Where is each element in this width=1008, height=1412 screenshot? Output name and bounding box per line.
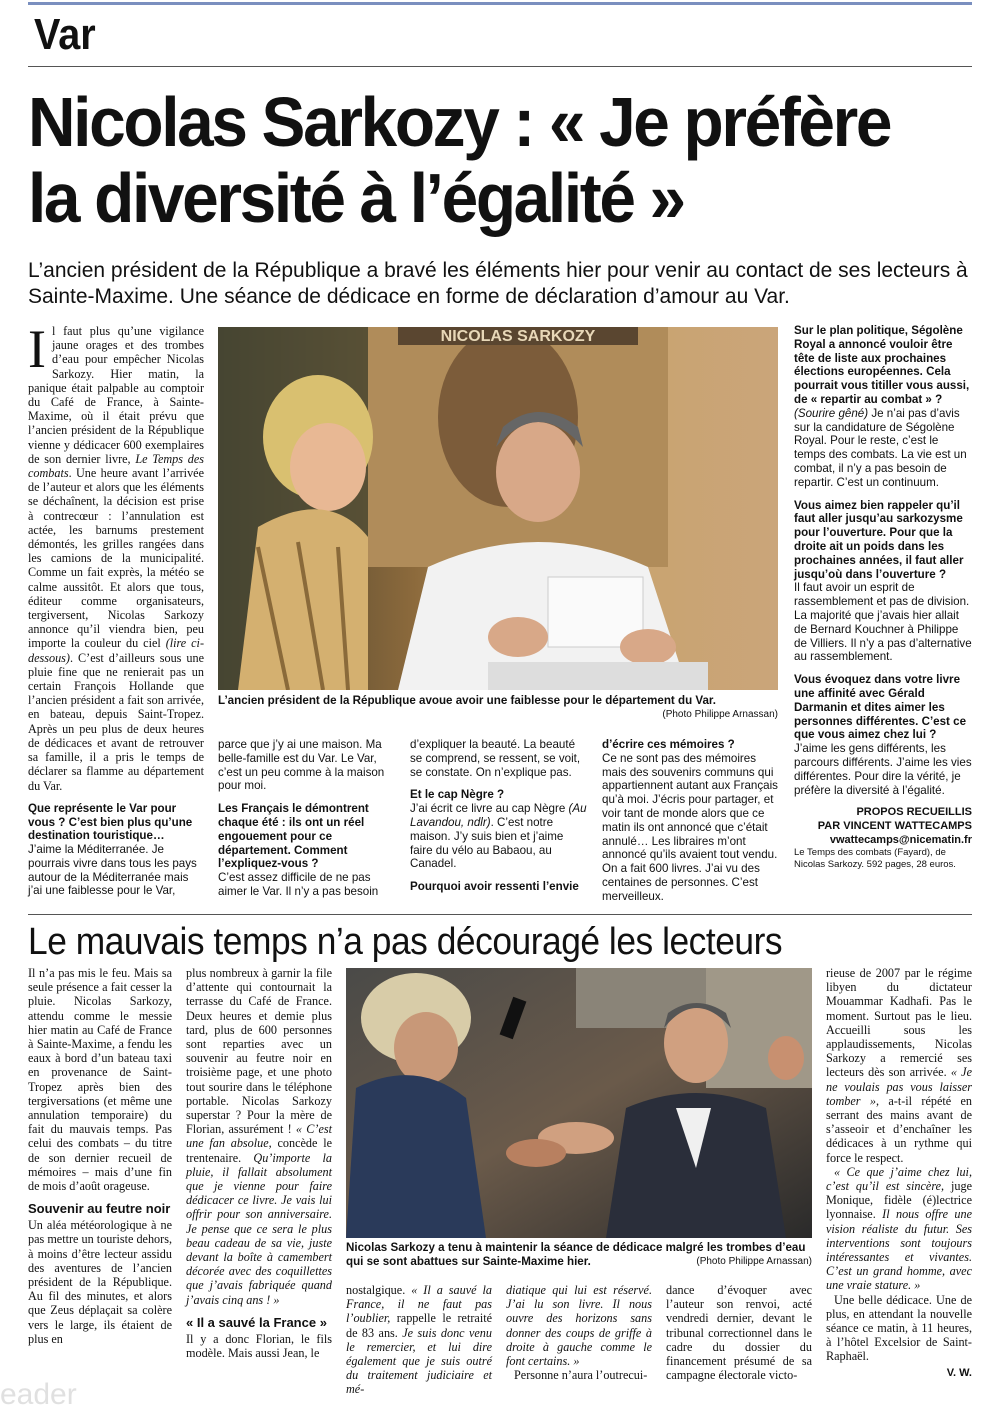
interview-column-2 <box>218 738 394 899</box>
para-9-quote: « Je ne voulais pas vous laisser tomber » <box>826 1065 972 1108</box>
answer-3-text: J’ai écrit ce livre au cap Nègre <box>410 802 569 816</box>
intertitle-sauve-la-france: « Il a sauvé la France » <box>186 1314 327 1330</box>
article2-para-6 <box>506 1283 652 1368</box>
answer-2-part-1: C’est assez difficile de ne pas aimer le Var. Il n’y a pas besoin <box>218 871 379 898</box>
answer-3 <box>410 802 588 871</box>
answer-1-part-2: parce que j’y ai une maison. Ma belle-famille est du Var. Le Var, c’est un peu comme à la maison pour moi. <box>218 738 385 793</box>
interview-column-5 <box>794 324 972 871</box>
article2-para-5 <box>346 1283 492 1397</box>
article2-column-1 <box>28 966 172 1346</box>
top-color-bar <box>28 2 972 5</box>
answer-5 <box>794 407 972 490</box>
intro-text-2: . Une heure avant l’arrivée de l’auteur et alors que les éléments se déchaînent, la décision est prise à contrecœur : l’annulation est actée, les barnums prestement démontés, les grilles rangées dans les camions de la municipalité. Comme un fait exprès, la météo se calme aussitôt. Et alors que tous, éditeur comme organisateurs, tergiversent, Nicolas Sarkozy annonce qu’il viendra bien, peu importe la couleur du ciel <box>28 466 204 651</box>
article2-column-3 <box>346 1283 492 1397</box>
answer-3-text-2: . C’est notre maison. J’y suis bien et j’aime faire du vélo au Babaou, au Canadel. <box>410 815 564 871</box>
question-4-part-2: d’écrire ces mémoires ? <box>602 738 735 751</box>
photo-sarkozy-signing <box>218 327 778 690</box>
photo-2-illustration <box>346 968 812 1238</box>
byline-line-1: PROPOS RECUEILLIS <box>856 806 972 819</box>
answer-7: J’aime les gens différents, les parcours différents. J’aime les vies différentes. Pour dire la vérité, je préfère la diversité à l’égalité. <box>794 742 972 797</box>
photo-1-caption-block <box>218 694 778 722</box>
headline <box>28 84 978 236</box>
para-3-quote: « C’est une fan absolue, <box>186 1122 332 1151</box>
question-6: Vous aimez bien rappeler qu’il faut aller jusqu’au sarkozysme pour l’ouverture. Pour que la droite ait un poids dans les prochaines années, il faut aller jusqu’où dans l’ouverture ? <box>794 498 964 581</box>
para-10-text: juge Monique, fidèle (é)lectrice lyonnaise. <box>826 1179 972 1222</box>
secondary-rule <box>28 914 972 915</box>
interview-column-3 <box>410 738 588 894</box>
standfirst: L’ancien président de la République a bravé les éléments hier pour venir au contact de ses lecteurs à Sainte-Maxime. Une séance de dédicace en forme de déclaration d’amour au Var. <box>28 259 968 308</box>
article2-column-4 <box>506 1283 652 1382</box>
para-5-text: nostalgique. <box>346 1283 412 1297</box>
article2-para-1: Il n’a pas mis le feu. Mais sa seule présence a fait cesser la pluie. Nicolas Sarkozy, attendu comme le messie hier matin au Café de France à Sainte-Maxime, a fendu les eaux à bord d’un bateau taxi en provenance de Saint-Tropez après bien des tergiversations (et même une annulation temporaire) du fait du mauvais temps. Pas celui des combats – du titre de son dernier recueil de mémoires – mais d’une fin de mois d’août orageuse. <box>28 966 172 1194</box>
para-10-quote: « Ce que j’aime chez lui, c’est qu’il est sincère, <box>826 1164 972 1194</box>
interview-column-4 <box>602 738 778 904</box>
para-9-text: rieuse de 2007 par le régime libyen du dictateur Mouammar Kadhafi. Pas le moment. Surtout pas le lieu. Accueilli sous les applaudissements, Nicolas Sarkozy a remercié ses lecteurs dès son arrivée. <box>826 966 972 1080</box>
photo-2-caption: Nicolas Sarkozy a tenu à maintenir la séance de dédicace malgré les trombes d’eau qui se sont abattues sur Sainte-Maxime hier. <box>346 1241 806 1268</box>
question-5: Sur le plan politique, Ségolène Royal a annoncé vouloir être tête de liste aux prochaines élections européennes. Cela pourrait vous titiller vous aussi, de « repartir au combat » ? <box>794 324 970 406</box>
intro-text-3: . C’est d’ailleurs sous une pluie fine que ne renierait pas un certain François Hollande que l’ancien président a fait son arrivée, en bateau, depuis Saint-Tropez. Après un peu plus de deux heures de dédicaces et avant de retrouver sa famille, il a pris le temps de déclarer sa flamme au département du Var. <box>28 650 204 793</box>
section-rule <box>28 66 972 67</box>
article2-para-11: Une belle dédicace. Une de plus, en attendant la nouvelle séance ce matin, à 11 heures, à l’hôtel Excelsior de Saint-Raphaël. <box>826 1292 972 1364</box>
secondary-headline: Le mauvais temps n’a pas découragé les lecteurs <box>28 921 783 963</box>
para-5-text-2: rappelle le retraité de 83 ans. <box>346 1311 492 1340</box>
answer-5-italic: (Sourire gêné) <box>794 406 869 420</box>
article2-para-3 <box>186 966 332 1307</box>
answer-3-paren: (Au Lavandou, ndlr) <box>410 802 587 829</box>
article2-para-9 <box>826 966 972 1165</box>
intertitle-souvenir: Souvenir au feutre noir <box>28 1201 171 1217</box>
photo-1-credit: (Photo Philippe Arnassan) <box>662 709 778 720</box>
author-email: vwattecamps@nicematin.fr <box>829 834 972 847</box>
answer-2-part-2: d’expliquer la beauté. La beauté se comprend, se ressent, se voit, se constate. On n’explique pas. <box>410 738 581 779</box>
headline-line-2: la diversité à l’égalité » <box>28 159 684 237</box>
headline-line-1: Nicolas Sarkozy : « Je préfère <box>28 83 891 161</box>
intro-paren: (lire ci-dessous) <box>28 636 205 665</box>
para-3-text-2: concède le trentenaire. <box>186 1136 332 1165</box>
section-rubric: Var <box>34 10 96 59</box>
para-6-quote: diatique qui lui est réservé. J’ai lu son livre. Il nous ouvre des horizons sans donner des coups de griffe à droite à gauche comme le font certains. » <box>506 1283 652 1369</box>
article2-para-2: Un aléa météorologique à ne pas mettre un touriste dehors, à moins d’être lecteur assidu des aventures de l’ancien président de la République. Au fil des minutes, et alors que Zeus déplaçait sa colère vers le large, ils étaient de plus en <box>28 1218 172 1346</box>
answer-5-text: Je n’ai pas d’avis sur la candidature de Ségolène Royal. Pour le reste, c’est le temps des combats. La vie est un combat, il n’y a pas besoin de repartir. C’est un continuum. <box>794 406 967 489</box>
question-4-part-1: Pourquoi avoir ressenti l’envie <box>410 880 579 894</box>
answer-4: Ce ne sont pas des mémoires mais des souvenirs communs qui appartiennent autant aux Français qu’à moi. J’écris pour partager, et voir tant de monde alors que ce matin ils ont annoncé que c’était annulé… Les libraires m’ont annoncé qu’ils avaient tout vendu. On a fait 600 livres. J’ai vu des centaines de personnes. C’est merveilleux. <box>602 751 778 903</box>
photo-banner-text: NICOLAS SARKOZY <box>440 328 596 345</box>
article2-column-2 <box>186 966 332 1360</box>
answer-1-part-1: J’aime la Méditerranée. Je pourrais vivre dans tous les pays autour de la Méditerranée mais j’ai une faiblesse pour le Var, <box>28 843 197 898</box>
article2-para-7: Personne n’aura l’outrecui- <box>514 1368 648 1383</box>
article2-column-6 <box>826 966 972 1380</box>
article-intro-column <box>28 319 205 898</box>
article2-column-5 <box>666 1283 812 1382</box>
answer-6: Il faut avoir un esprit de rassemblement et pas de division. La majorité que j’avais hier allait de Bernard Kouchner à Philippe de Villiers. Il n’y a pas d’alternative au rassemblement. <box>794 581 972 664</box>
book-title: Le Temps des combats <box>28 451 205 481</box>
photo-1-illustration <box>218 327 778 690</box>
photo-2-caption-block <box>346 1241 812 1269</box>
question-1: Que représente le Var pour vous ? C’est bien plus qu’une destination touristique… <box>28 801 193 843</box>
book-reference: Le Temps des combats (Fayard), de Nicolas Sarkozy. 592 pages, 28 euros. <box>794 847 956 871</box>
para-9-text-2: , a-t-il répété en serrant des mains avant de s’asseoir et d’enchaîner les dédicaces à un rythme qui force le respect. <box>826 1093 972 1165</box>
intro-text: l faut plus qu’une vigilance jaune orages et des trombes d’eau pour empêcher Nicolas Sarkozy. Hier matin, la panique était palpable au comptoir du Café de France, à Sainte-Maxime, où il était prévu que l’ancien président de la République vienne y dédicacer 600 exemplaires de son dernier livre, <box>28 324 204 466</box>
byline-line-2: PAR VINCENT WATTECAMPS <box>817 820 972 833</box>
article2-para-8: dance d’évoquer avec l’auteur son renvoi, acté vendredi dernier, devant le tribunal correctionnel dans le cadre du dossier du financement présumé de sa campagne électorale victo- <box>666 1283 812 1383</box>
photo-1-caption: L’ancien président de la République avoue avoir une faiblesse pour le département du Var. <box>218 694 717 707</box>
para-5-quote: « Il a sauvé la France, il ne faut pas l’oublier, <box>346 1283 492 1326</box>
drop-cap: I <box>28 319 46 379</box>
question-2: Les Français le démontrent chaque été : ils ont un réel engouement pour ce département. Comment l’expliquez-vous ? <box>218 802 369 871</box>
photo-2-credit: (Photo Philippe Arnassan) <box>696 1256 812 1267</box>
article2-signature: V. W. <box>946 1366 972 1379</box>
question-7: Vous évoquez dans votre livre une affinité avec Gérald Darmanin et dites aimer les personnes différentes. C’est ce que vous aimez chez lui ? <box>794 673 967 742</box>
article2-para-10 <box>826 1165 972 1293</box>
byline <box>794 805 972 833</box>
question-3: Et le cap Nègre ? <box>410 788 505 802</box>
photo-sarkozy-handshakes <box>346 968 812 1238</box>
article2-para-4: Il y a donc Florian, le fils modèle. Mais aussi Jean, le <box>186 1331 332 1361</box>
para-3-quote-2: Qu’importe la pluie, il fallait absolument que je vienne pour faire dédicacer ce livre. Je vais lui offrir pour son anniversaire. Je pense que ce sera le plus beau cadeau de sa vie, juste devant la boîte à camembert décorée avec des coquillettes que j’avais fabriquée quand j’avais cinq ans ! » <box>186 1150 332 1307</box>
para-10-quote-2: Il nous offre une vision réaliste du futur. Ses interventions sont toujours intéressantes et vivantes. C’est un grand homme, avec une vraie stature. » <box>826 1207 972 1293</box>
para-3-text: plus nombreux à garnir la file d’attente qui contournait la terrasse du Café de France. Deux heures et demie plus tard, plus de 600 personnes sont reparties avec un souvenir au feutre noir en troisième page, et une photo tout sourire dans le téléphone portable. Nicolas Sarkozy superstar ? Pour la mère de Florian, assurément ! <box>186 966 332 1137</box>
para-5-quote-2: Je suis donc venu le remercier, et lui dire également que je suis outré du traitement judiciaire et mé- <box>346 1325 492 1397</box>
watermark: eader <box>0 1378 77 1411</box>
